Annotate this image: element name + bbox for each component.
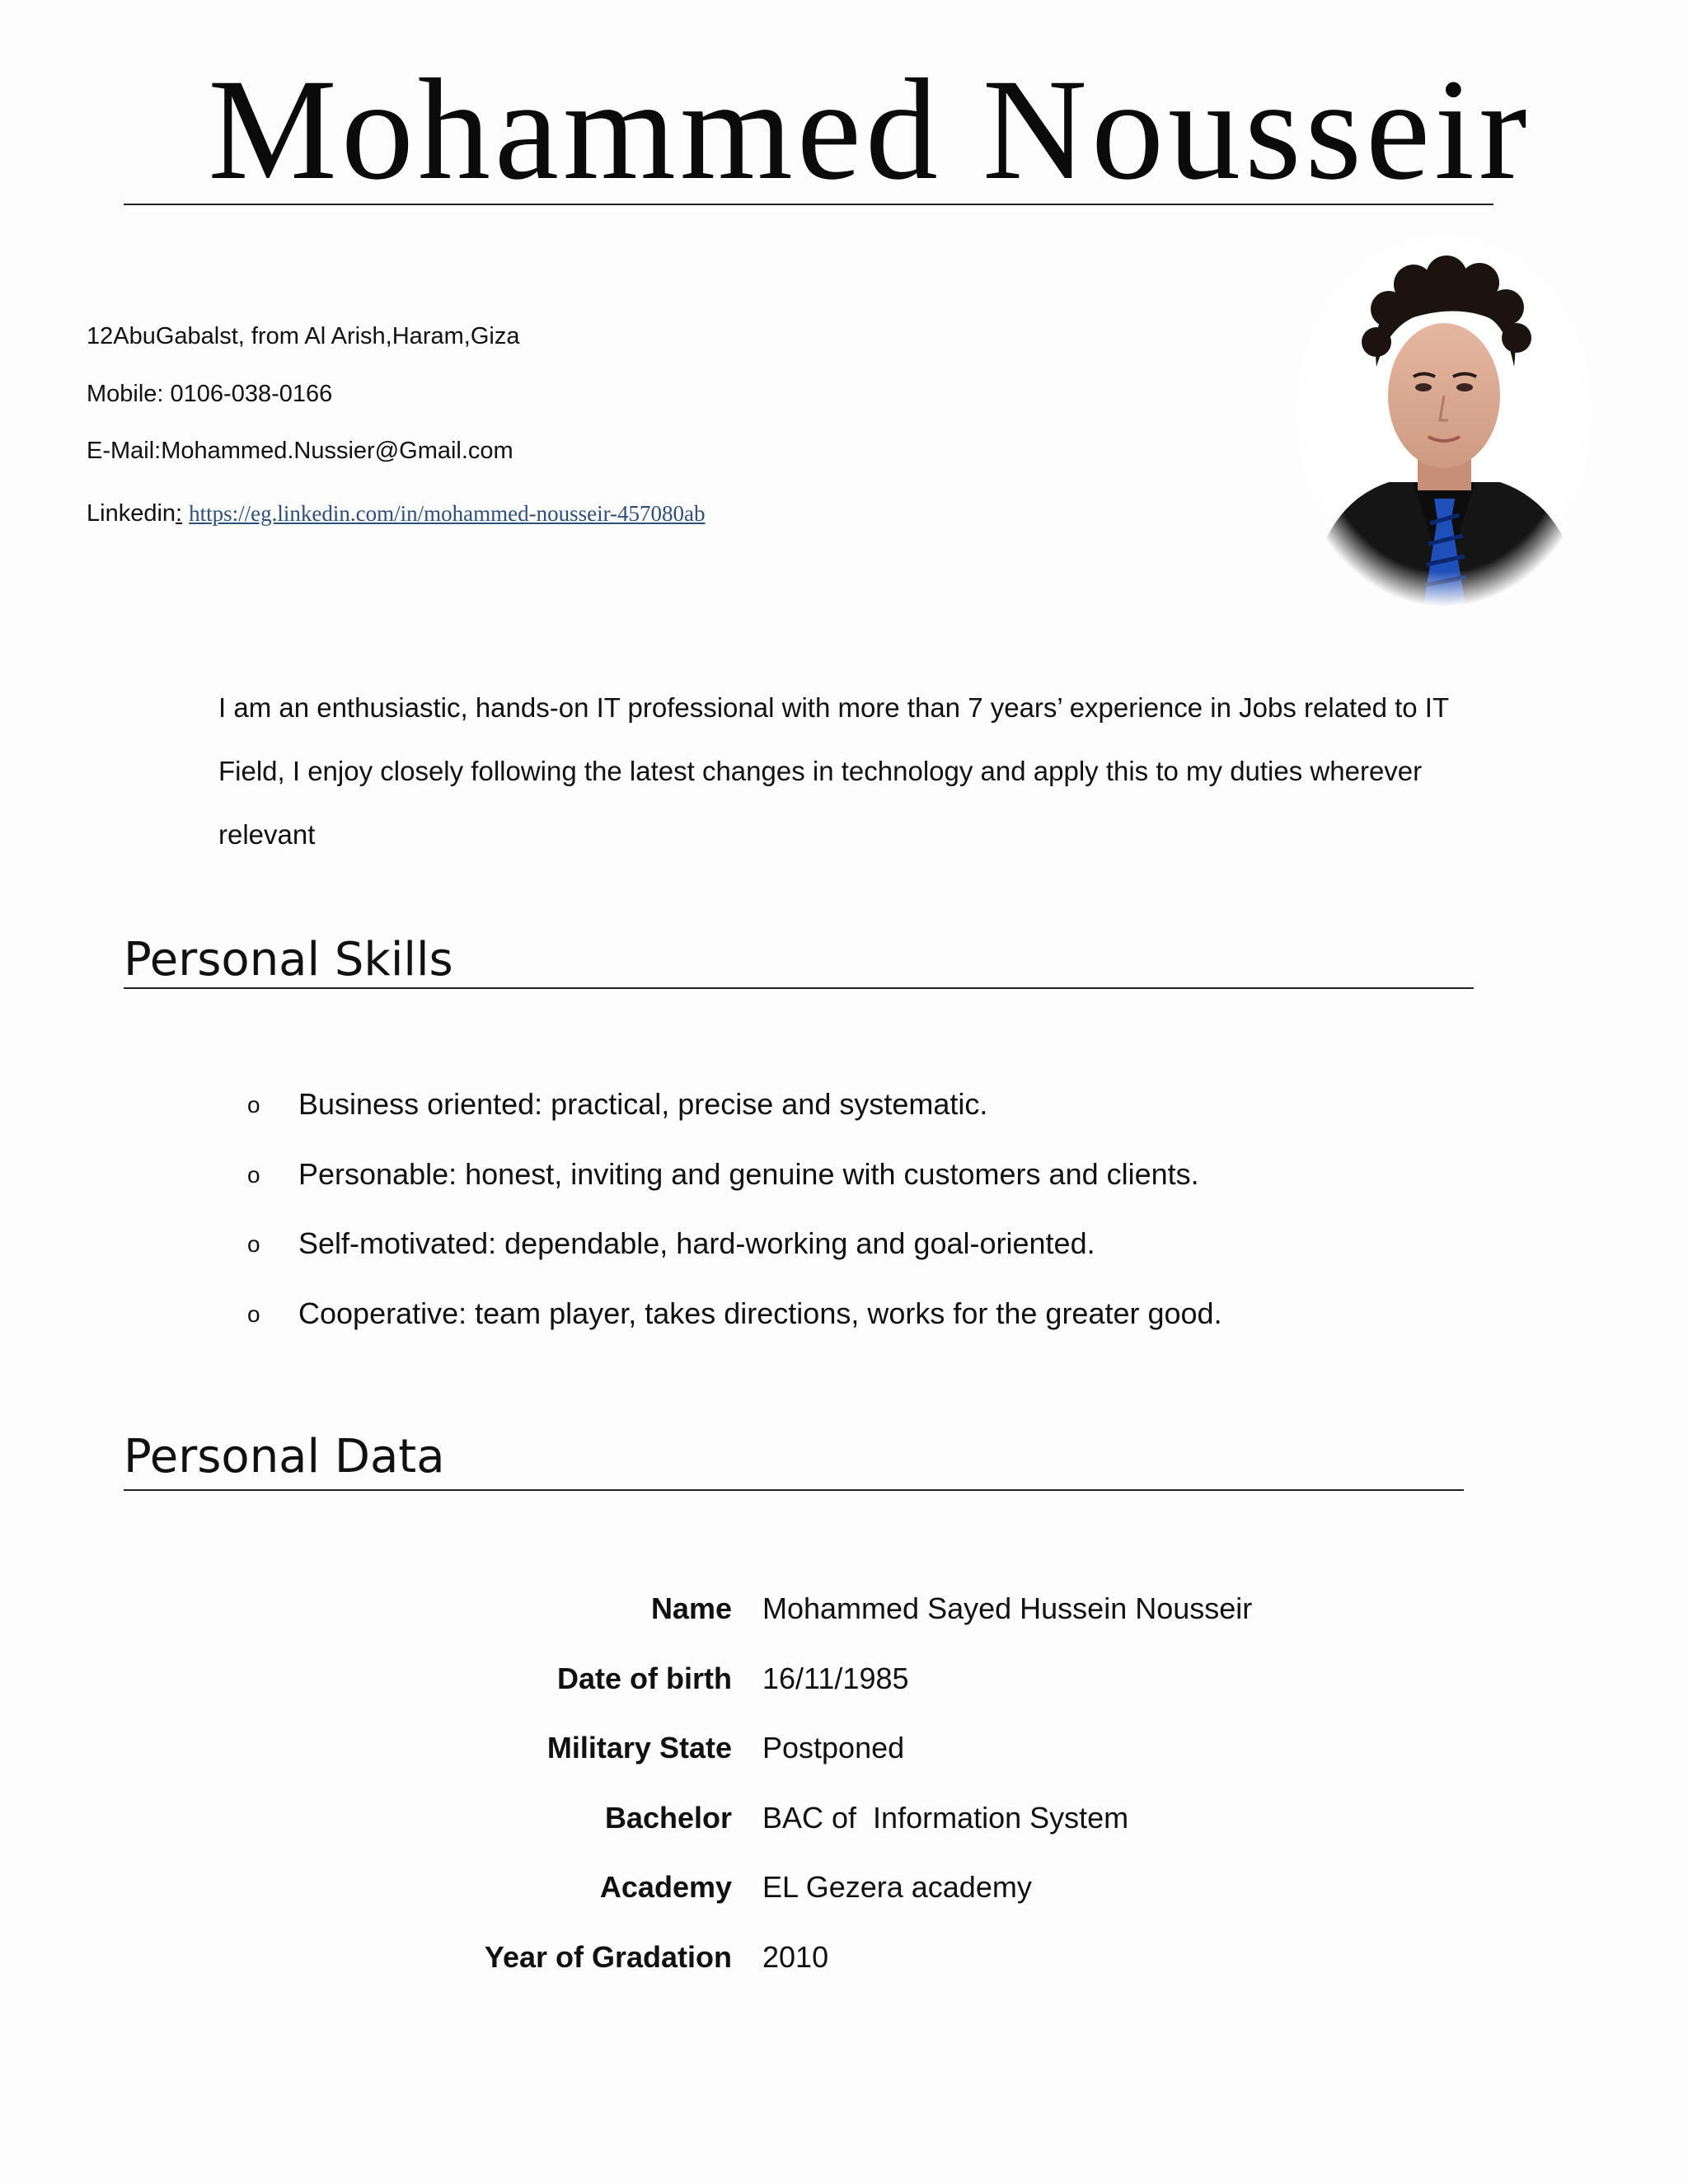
linkedin-line (87, 499, 706, 528)
table-row (0, 1730, 1688, 1800)
bullet-circle-icon: o (247, 1161, 260, 1188)
skill-text: Business oriented: practical, precise and systematic. (298, 1087, 988, 1121)
bullet-circle-icon: o (247, 1092, 260, 1118)
skill-text: Cooperative: team player, takes directions, works for the greater good. (298, 1296, 1222, 1330)
field-label: Military State (546, 1731, 732, 1765)
field-value: EL Gezera academy (762, 1870, 1032, 1905)
resume-name-title: Mohammed Nousseir (208, 49, 1531, 210)
field-label: Academy (599, 1870, 732, 1905)
table-row (0, 1591, 1688, 1661)
title-divider (124, 204, 1493, 205)
field-value: BAC of Information System (762, 1800, 1129, 1835)
table-row (0, 1661, 1688, 1731)
field-label: Year of Gradation (484, 1939, 732, 1974)
skill-text: Personable: honest, inviting and genuine with customers and clients. (298, 1156, 1199, 1191)
field-value: 2010 (762, 1939, 829, 1974)
email-address: E-Mail:Mohammed.Nussier@Gmail.com (87, 438, 513, 464)
table-row (0, 1800, 1688, 1870)
field-label: Bachelor (604, 1800, 732, 1835)
bullet-circle-icon: o (247, 1301, 260, 1327)
personal-data-divider (124, 1489, 1464, 1491)
section-title-personal-skills: Personal Skills (124, 933, 453, 987)
mobile-number: Mobile: 0106-038-0166 (87, 381, 333, 407)
bullet-circle-icon: o (247, 1231, 260, 1257)
section-title-personal-data: Personal Data (124, 1430, 445, 1483)
field-value: Mohammed Sayed Hussein Nousseir (762, 1591, 1253, 1625)
linkedin-label: Linkedin (87, 500, 176, 527)
linkedin-colon: : (176, 500, 183, 527)
personal-data-table (0, 1591, 1688, 2009)
linkedin-link[interactable]: https://eg.linkedin.com/in/mohammed-nousseir-457080ab (189, 501, 706, 526)
table-row (0, 1939, 1688, 2009)
field-value: Postponed (762, 1731, 905, 1765)
professional-summary: I am an enthusiastic, hands-on IT professional with more than 7 years’ experience in Jobs related to IT Field, I enjoy closely following the latest changes in technology and apply this to my duties wherever relevant (218, 692, 1449, 850)
field-label: Date of birth (557, 1661, 732, 1695)
address: 12AbuGabalst, from Al Arish,Haram,Giza (87, 323, 520, 349)
personal-skills-divider (124, 987, 1474, 989)
skill-text: Self-motivated: dependable, hard-working and goal-oriented. (298, 1226, 1095, 1260)
table-row (0, 1869, 1688, 1939)
field-value: 16/11/1985 (762, 1661, 909, 1695)
profile-photo (1290, 235, 1599, 647)
field-label: Name (650, 1591, 732, 1625)
